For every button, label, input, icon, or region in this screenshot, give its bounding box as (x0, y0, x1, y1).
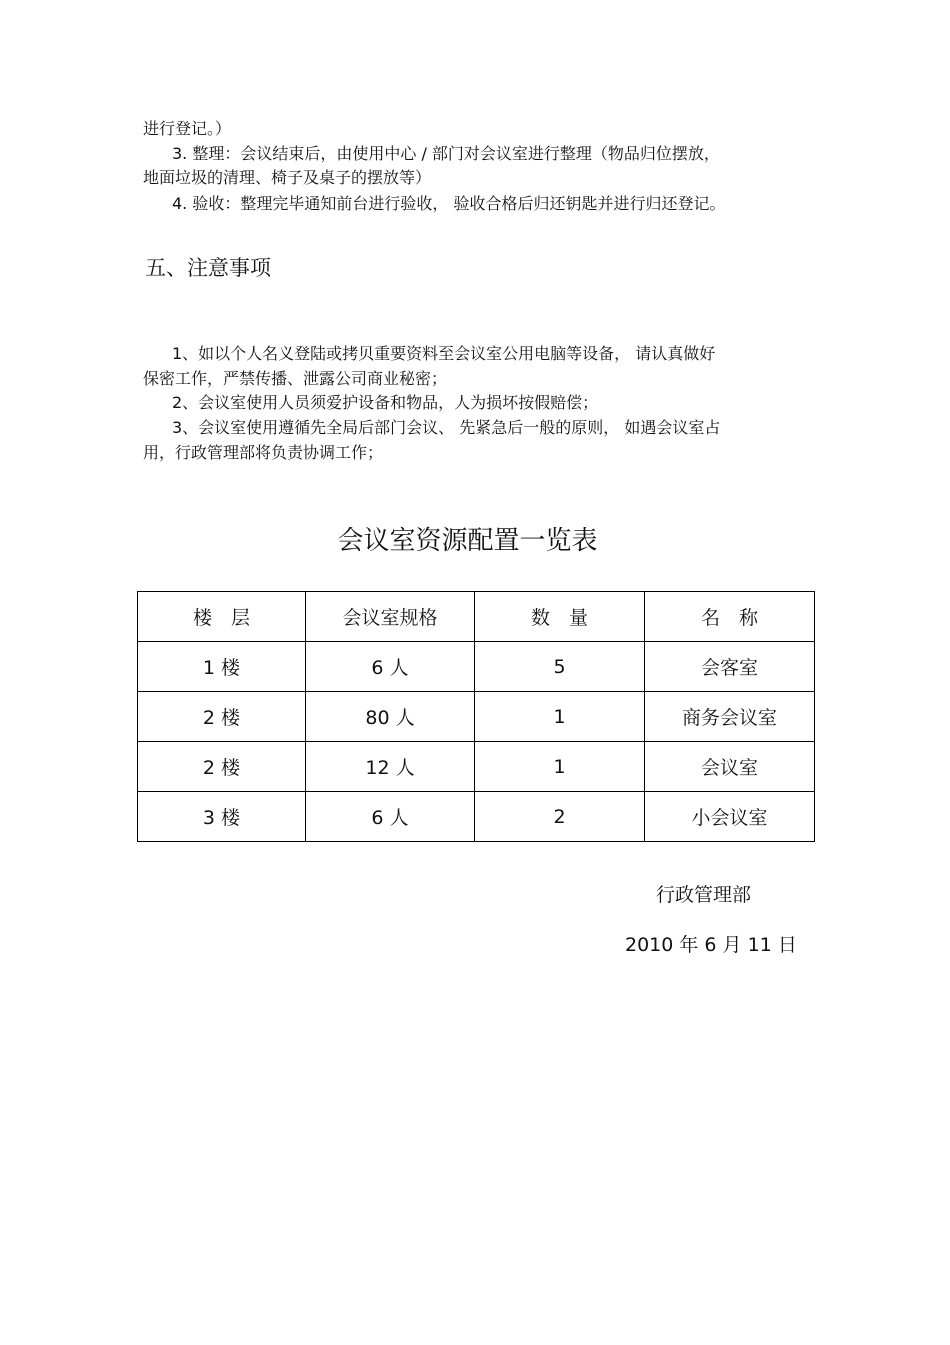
table-title: 会议室资源配置一览表 (337, 526, 598, 556)
cell-floor: 2 楼 (138, 742, 306, 792)
cell-capacity: 80 人 (306, 692, 475, 742)
note-item-3-cont: 用，行政管理部将负责协调工作； (143, 443, 384, 462)
cell-room-name: 小会议室 (645, 792, 815, 842)
cell-quantity: 1 (475, 742, 645, 792)
note-item-1: 1、如以个人名义登陆或拷贝重要资料至会议室公用电脑等设备， 请认真做好 (172, 344, 716, 363)
cell-capacity: 12 人 (306, 742, 475, 792)
cell-quantity: 1 (475, 692, 645, 742)
cell-room-name: 会客室 (645, 642, 815, 692)
table-row (138, 792, 815, 842)
table-row (138, 642, 815, 692)
header-capacity: 会议室规格 (306, 592, 475, 642)
note-item-2: 2、会议室使用人员须爱护设备和物品，人为损坏按假赔偿； (172, 393, 599, 412)
table-header-row (138, 592, 815, 642)
cell-capacity: 6 人 (306, 792, 475, 842)
resource-table (137, 591, 815, 842)
paragraph-cleanup-step-cont: 地面垃圾的清理、椅子及桌子的摆放等） (143, 168, 432, 187)
cell-room-name: 商务会议室 (645, 692, 815, 742)
cell-floor: 3 楼 (138, 792, 306, 842)
paragraph-registration-end: 进行登记。） (143, 119, 232, 138)
cell-floor: 2 楼 (138, 692, 306, 742)
cell-capacity: 6 人 (306, 642, 475, 692)
cell-floor: 1 楼 (138, 642, 306, 692)
cell-room-name: 会议室 (645, 742, 815, 792)
cell-quantity: 2 (475, 792, 645, 842)
section-heading-notes: 五、注意事项 (145, 256, 271, 280)
paragraph-cleanup-step: 3. 整理：会议结束后，由使用中心 / 部门对会议室进行整理（物品归位摆放， (172, 144, 720, 163)
signature-date: 2010 年 6 月 11 日 (625, 934, 797, 956)
header-quantity: 数 量 (475, 592, 645, 642)
signature-department: 行政管理部 (656, 884, 752, 906)
cell-quantity: 5 (475, 642, 645, 692)
table-row (138, 692, 815, 742)
header-floor: 楼 层 (138, 592, 306, 642)
paragraph-acceptance-step: 4. 验收：整理完毕通知前台进行验收， 验收合格后归还钥匙并进行归还登记。 (172, 194, 726, 213)
header-room-name: 名 称 (645, 592, 815, 642)
note-item-3: 3、会议室使用遵循先全局后部门会议、 先紧急后一般的原则， 如遇会议室占 (172, 418, 721, 437)
table-row (138, 742, 815, 792)
note-item-1-cont: 保密工作，严禁传播、泄露公司商业秘密； (143, 369, 448, 388)
